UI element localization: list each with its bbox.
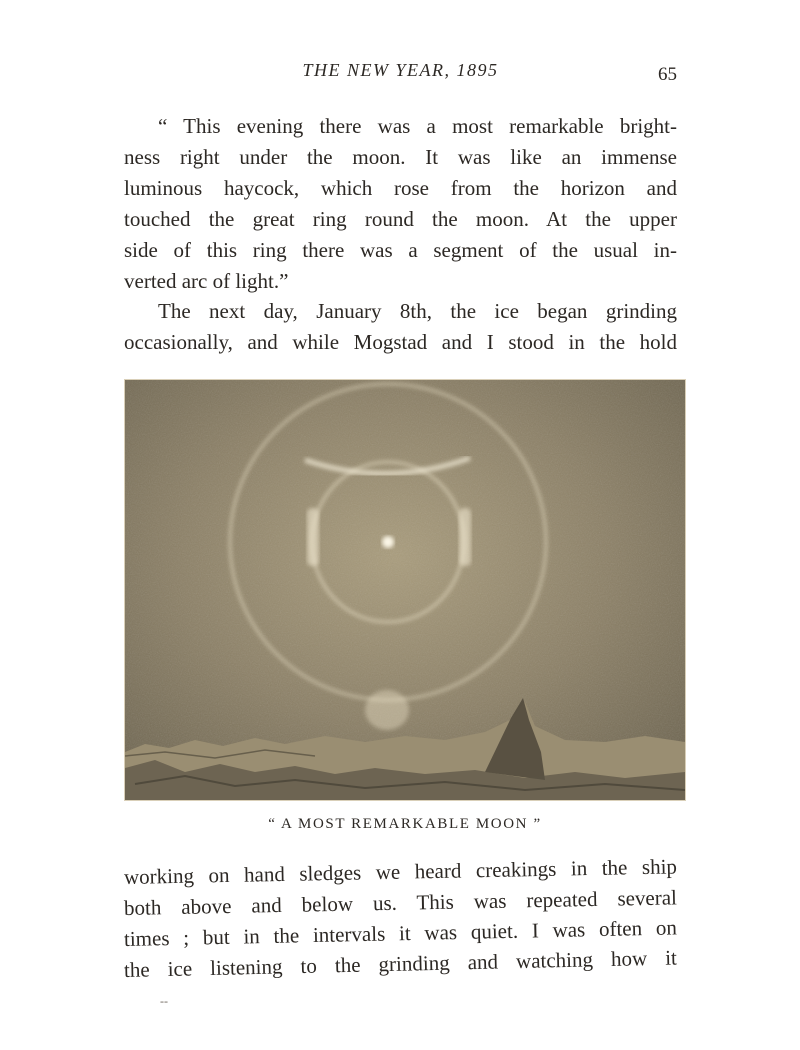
moon: [382, 536, 394, 548]
page-number: 65: [658, 64, 677, 85]
text-line: times ; but in the intervals it was quiet. I was often on: [123, 915, 678, 951]
text-line: “ This evening there was a most remarkable bright-: [158, 114, 677, 138]
running-title: THE NEW YEAR, 1895: [302, 60, 499, 80]
text-line: The next day, January 8th, the ice began grinding: [158, 299, 677, 323]
paragraph-next-day: [124, 296, 677, 358]
text-line: touched the great ring round the moon. At the upper: [124, 207, 677, 231]
paragraph-quote: [124, 111, 677, 297]
page-header: [124, 60, 677, 90]
text-line: working on hand sledges we heard creakings in the ship: [123, 854, 678, 889]
text-line: luminous haycock, which rose from the horizon and: [124, 176, 677, 200]
paragraph-sledges: [123, 854, 678, 986]
text-line: ness right under the moon. It was like an immense: [124, 145, 677, 169]
text-line: both above and below us. This was repeated several: [123, 885, 678, 920]
illustration-caption: “ A MOST REMARKABLE MOON ”: [268, 816, 542, 832]
right-side-patch: [459, 508, 471, 566]
text-line: side of this ring there was a segment of the usual in-: [124, 238, 677, 262]
illustration-plate: [124, 379, 686, 801]
moon-halo-illustration: [125, 380, 685, 800]
text-line: verted arc of light.”: [124, 269, 289, 293]
stray-mark: --: [160, 994, 168, 1008]
horizon-brightness: [365, 690, 409, 730]
text-line: the ice listening to the grinding and watching how it: [123, 945, 678, 982]
text-line: occasionally, and while Mogstad and I stood in the hold: [124, 330, 677, 354]
left-side-patch: [307, 508, 319, 566]
